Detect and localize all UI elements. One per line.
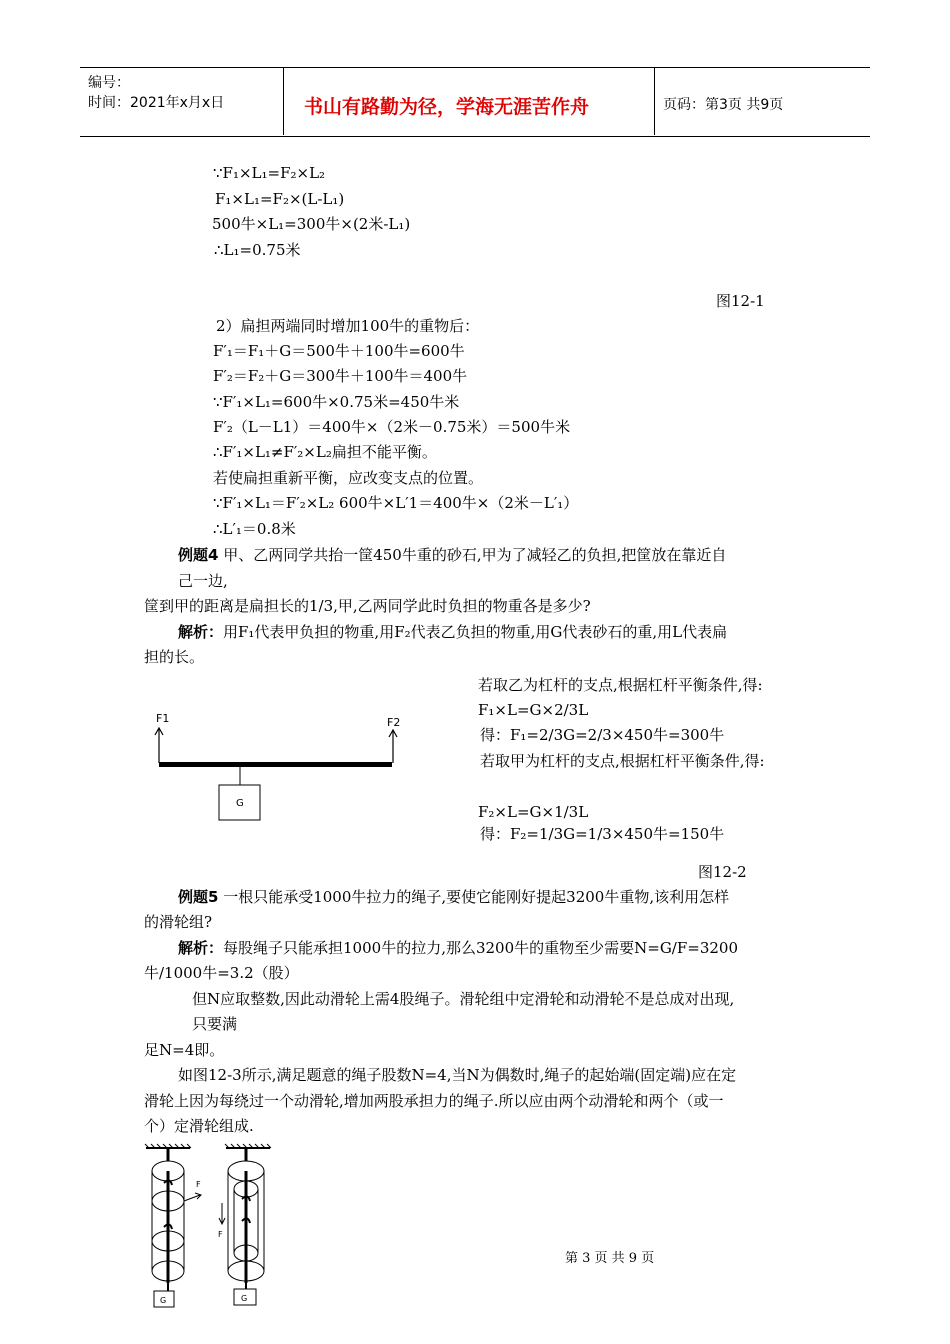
- analysis-text: 每股绳子只能承担1000牛的拉力,那么3200牛的重物至少需要N=G/F=3200: [223, 939, 739, 957]
- weight-label-g: G: [241, 1294, 248, 1303]
- example4-title: [178, 545, 726, 565]
- header-page-info: 页码：第3页 共9页: [663, 97, 784, 113]
- calc-line: ∴F′₁×L₁≠F′₂×L₂扁担不能平衡。: [213, 443, 437, 461]
- example-text: 一根只能承受1000牛拉力的绳子,要使它能刚好提起3200牛重物,该利用怎样: [218, 888, 730, 906]
- weight-label-g: G: [160, 1296, 167, 1305]
- header-divider: [283, 67, 284, 135]
- analysis-label: 解析：: [178, 623, 224, 641]
- page-footer: 第 3 页 共 9 页: [565, 1251, 655, 1266]
- analysis-text: F₁×L=G×2/3L: [478, 701, 589, 719]
- force-label-f2: F2: [387, 716, 401, 729]
- analysis-text: 得：F₂=1/3G=1/3×450牛=150牛: [480, 825, 725, 843]
- paragraph-text: 但N应取整数,因此动滑轮上需4股绳子。滑轮组中定滑轮和动滑轮不是总成对出现,: [192, 990, 735, 1008]
- analysis-line: [178, 938, 738, 958]
- analysis-text: 若取乙为杠杆的支点,根据杠杆平衡条件,得:: [478, 676, 763, 694]
- analysis-text: 得：F₁=2/3G=2/3×450牛=300牛: [480, 726, 725, 744]
- calc-line: ∴L₁=0.75米: [214, 241, 301, 259]
- force-label-f: F: [196, 1180, 201, 1189]
- analysis-text: 用F₁代表甲负担的物重,用F₂代表乙负担的物重,用G代表砂石的重,用L代表扁: [223, 623, 728, 641]
- lever-diagram: [150, 705, 410, 830]
- analysis-line: [178, 622, 727, 642]
- analysis-label: 解析：: [178, 939, 224, 957]
- paragraph-text: 足N=4即。: [144, 1041, 225, 1059]
- header-time: 时间：2021年x月x日: [88, 95, 225, 111]
- calc-line: F′₁＝F₁＋G＝500牛＋100牛=600牛: [213, 342, 465, 360]
- calc-line: F′₂＝F₂＋G＝300牛＋100牛＝400牛: [213, 367, 468, 385]
- weight-label-g: G: [236, 798, 244, 809]
- header-code: 编号：: [88, 75, 130, 91]
- paragraph-text: 只要满: [192, 1015, 238, 1033]
- example-text: 筐到甲的距离是扁担长的1/3,甲,乙两同学此时负担的物重各是多少?: [144, 597, 591, 615]
- calc-line: ∴L′₁＝0.8米: [213, 520, 296, 538]
- calc-line: F′₂（L－L1）＝400牛×（2米－0.75米）＝500牛米: [213, 418, 571, 436]
- example-text: 的滑轮组?: [144, 913, 213, 931]
- calc-line: ∵F′₁×L₁＝F′₂×L₂ 600牛×L′1＝400牛×（2米－L′₁）: [213, 494, 579, 512]
- analysis-text: 若取甲为杠杆的支点,根据杠杆平衡条件,得:: [480, 752, 765, 770]
- example-text: 甲、乙两同学共抬一筐450牛重的砂石,甲为了减轻乙的负担,把筐放在靠近自: [218, 546, 727, 564]
- analysis-text: 担的长。: [144, 648, 205, 666]
- calc-line: 若使扁担重新平衡，应改变支点的位置。: [213, 469, 484, 487]
- calc-line: ∵F₁×L₁=F₂×L₂: [213, 164, 326, 182]
- paragraph-text: 滑轮上因为每绕过一个动滑轮,增加两股承担力的绳子.所以应由两个动滑轮和两个（或一: [144, 1092, 724, 1110]
- force-label-f: F: [218, 1230, 223, 1239]
- example-label: 例题5: [178, 888, 219, 906]
- figure-label: 图12-1: [716, 292, 765, 310]
- header-motto: 书山有路勤为径，学海无涯苦作舟: [304, 96, 590, 118]
- example-text: 己一边,: [178, 572, 228, 590]
- analysis-text: 牛/1000牛=3.2（股）: [144, 964, 299, 982]
- paragraph-text: 个）定滑轮组成.: [144, 1117, 254, 1135]
- calc-line: 500牛×L₁=300牛×(2米-L₁): [212, 215, 411, 233]
- calc-line: ∵F′₁×L₁=600牛×0.75米=450牛米: [213, 393, 460, 411]
- lever-beam: [159, 762, 392, 767]
- analysis-text: F₂×L=G×1/3L: [478, 803, 589, 821]
- figure-label: 图12-2: [698, 863, 747, 881]
- pulley-diagram: [140, 1143, 280, 1311]
- paragraph-text: 如图12-3所示,满足题意的绳子股数N=4,当N为偶数时,绳子的起始端(固定端)应在定: [178, 1066, 737, 1084]
- example5-title: [178, 887, 729, 907]
- calc-line: F₁×L₁=F₂×(L-L₁): [215, 190, 345, 208]
- example-label: 例题4: [178, 546, 219, 564]
- header-divider: [654, 67, 655, 135]
- force-label-f1: F1: [156, 712, 170, 725]
- calc-line: 2）扁担两端同时增加100牛的重物后：: [216, 317, 480, 335]
